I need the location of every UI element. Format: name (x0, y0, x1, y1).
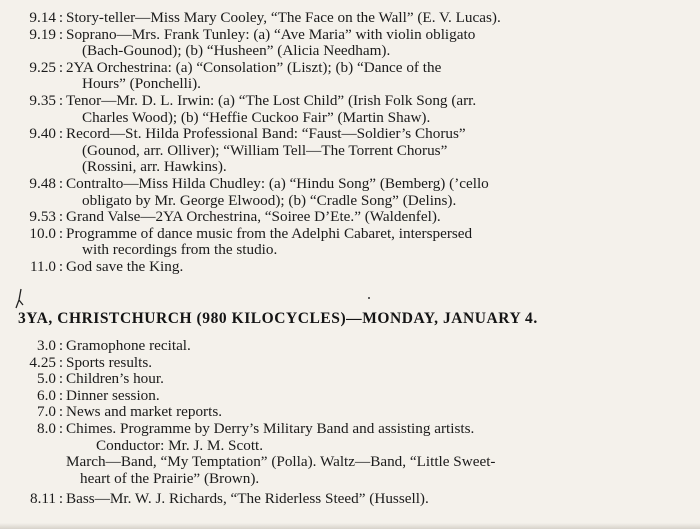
page-edge-shadow (0, 523, 700, 529)
entry-line: Programme of dance music from the Adelphi Cabaret, interspersed (66, 224, 473, 242)
entry-colon: : (58, 91, 64, 109)
entry-text (66, 10, 700, 27)
entry-time: 7.0 (37, 403, 56, 421)
entry-text (66, 176, 700, 209)
top-programme-list (0, 10, 700, 276)
entry-line: News and market reports. (66, 403, 223, 421)
entry-colon: : (58, 353, 64, 371)
entry-time: 8.11 (29, 490, 56, 508)
programme-entry (0, 491, 700, 508)
entry-colon: : (58, 257, 64, 275)
entry-line: Story-teller—Miss Mary Cooley, “The Face on the Wall” (E. V. Lucas). (66, 9, 501, 26)
programme-entry (0, 259, 700, 276)
entry-colon: : (58, 224, 64, 242)
entry-text (66, 226, 700, 259)
programme-entry (0, 10, 700, 27)
programme-entry (0, 404, 700, 421)
entry-colon: : (58, 386, 64, 404)
entry-text (66, 60, 700, 93)
entry-line: obligato by Mr. George Elwood); (b) “Cradle Song” (Delins). (82, 191, 457, 209)
entry-line: (Rossini, arr. Hawkins). (82, 158, 227, 176)
entry-time: 10.0 (29, 224, 56, 242)
programme-entry (0, 371, 700, 388)
entry-colon: : (58, 58, 64, 76)
entry-time: 5.0 (37, 370, 56, 388)
entry-colon: : (58, 337, 64, 354)
entry-text (66, 209, 700, 226)
entry-time: 9.19 (29, 25, 56, 43)
ink-mark-icon (12, 288, 32, 310)
entry-time: 4.25 (29, 353, 56, 371)
entry-colon: : (58, 174, 64, 192)
programme-entry (0, 126, 700, 176)
entry-colon: : (58, 370, 64, 388)
ink-speck (368, 297, 370, 299)
entry-line: God save the King. (66, 257, 184, 275)
entry-colon: : (58, 490, 64, 508)
march-line: heart of the Prairie” (Brown). (80, 469, 260, 487)
entry-text (66, 371, 700, 388)
entry-text (66, 355, 700, 372)
bottom-programme-list (0, 338, 700, 508)
programme-entry (0, 421, 700, 454)
programme-entry (0, 176, 700, 209)
entry-line: Dinner session. (66, 386, 160, 404)
programme-entry (0, 209, 700, 226)
entry-line: Hours” (Ponchelli). (82, 75, 201, 93)
entry-line: Gramophone recital. (66, 337, 191, 354)
entry-time: 3.0 (37, 337, 56, 354)
entry-text (66, 338, 700, 355)
entry-time: 9.25 (29, 58, 56, 76)
entry-time: 9.40 (29, 125, 56, 143)
programme-entry (0, 338, 700, 355)
programme-entry (0, 93, 700, 126)
entry-line: Record—St. Hilda Professional Band: “Faust—Soldier’s Chorus” (66, 125, 466, 143)
entry-line: with recordings from the studio. (82, 241, 278, 259)
entry-colon: : (58, 25, 64, 43)
entry-time: 8.0 (37, 419, 56, 437)
entry-line: Conductor: Mr. J. M. Scott. (96, 436, 264, 454)
entry-line: 2YA Orchestrina: (a) “Consolation” (Liszt); (b) “Dance of the (66, 58, 442, 76)
entry-line: Chimes. Programme by Derry’s Military Band and assisting artists. (66, 419, 475, 437)
entry-text (66, 404, 700, 421)
entry-colon: : (58, 403, 64, 421)
programme-entry (0, 60, 700, 93)
entry-text (66, 388, 700, 405)
entry-line: Bass—Mr. W. J. Richards, “The Riderless Steed” (Hussell). (66, 490, 429, 508)
entry-time: 9.48 (29, 174, 56, 192)
entry-line: Charles Wood); (b) “Heffie Cuckoo Fair” (Martin Shaw). (82, 108, 431, 126)
entry-text (66, 491, 700, 508)
entry-time: 9.14 (29, 9, 56, 26)
entry-line: Contralto—Miss Hilda Chudley: (a) “Hindu Song” (Bemberg) (’cello (66, 174, 489, 192)
entry-text (66, 27, 700, 60)
entry-line: Children’s hour. (66, 370, 164, 388)
entry-time: 6.0 (37, 386, 56, 404)
entry-line: (Gounod, arr. Olliver); “William Tell—The Torrent Chorus” (82, 141, 448, 159)
entry-line: Sports results. (66, 353, 153, 371)
station-heading: 3YA, CHRISTCHURCH (980 KILOCYCLES)—MONDAY, JANUARY 4. (18, 310, 538, 327)
entry-line: Grand Valse—2YA Orchestrina, “Soiree D’Ete.” (Waldenfel). (66, 208, 441, 226)
programme-entry (0, 355, 700, 372)
entry-text (66, 421, 700, 454)
entry-line: Soprano—Mrs. Frank Tunley: (a) “Ave Maria” with violin obligato (66, 25, 476, 43)
entry-line: (Bach-Gounod); (b) “Husheen” (Alicia Needham). (82, 42, 391, 60)
programme-entry (0, 388, 700, 405)
entry-text (66, 259, 700, 276)
programme-entry (0, 226, 700, 259)
entry-colon: : (58, 208, 64, 226)
entry-colon: : (58, 9, 64, 26)
entry-time: 11.0 (29, 257, 56, 275)
entry-colon: : (58, 419, 64, 437)
programme-entry (0, 27, 700, 60)
entry-colon: : (58, 125, 64, 143)
entry-time: 9.53 (29, 208, 56, 226)
march-line: March—Band, “My Temptation” (Polla). Waltz—Band, “Little Sweet- (66, 453, 496, 471)
entry-time: 9.35 (29, 91, 56, 109)
entry-line: Tenor—Mr. D. L. Irwin: (a) “The Lost Child” (Irish Folk Song (arr. (66, 91, 477, 109)
entry-text (66, 126, 700, 176)
entry-text (66, 93, 700, 126)
